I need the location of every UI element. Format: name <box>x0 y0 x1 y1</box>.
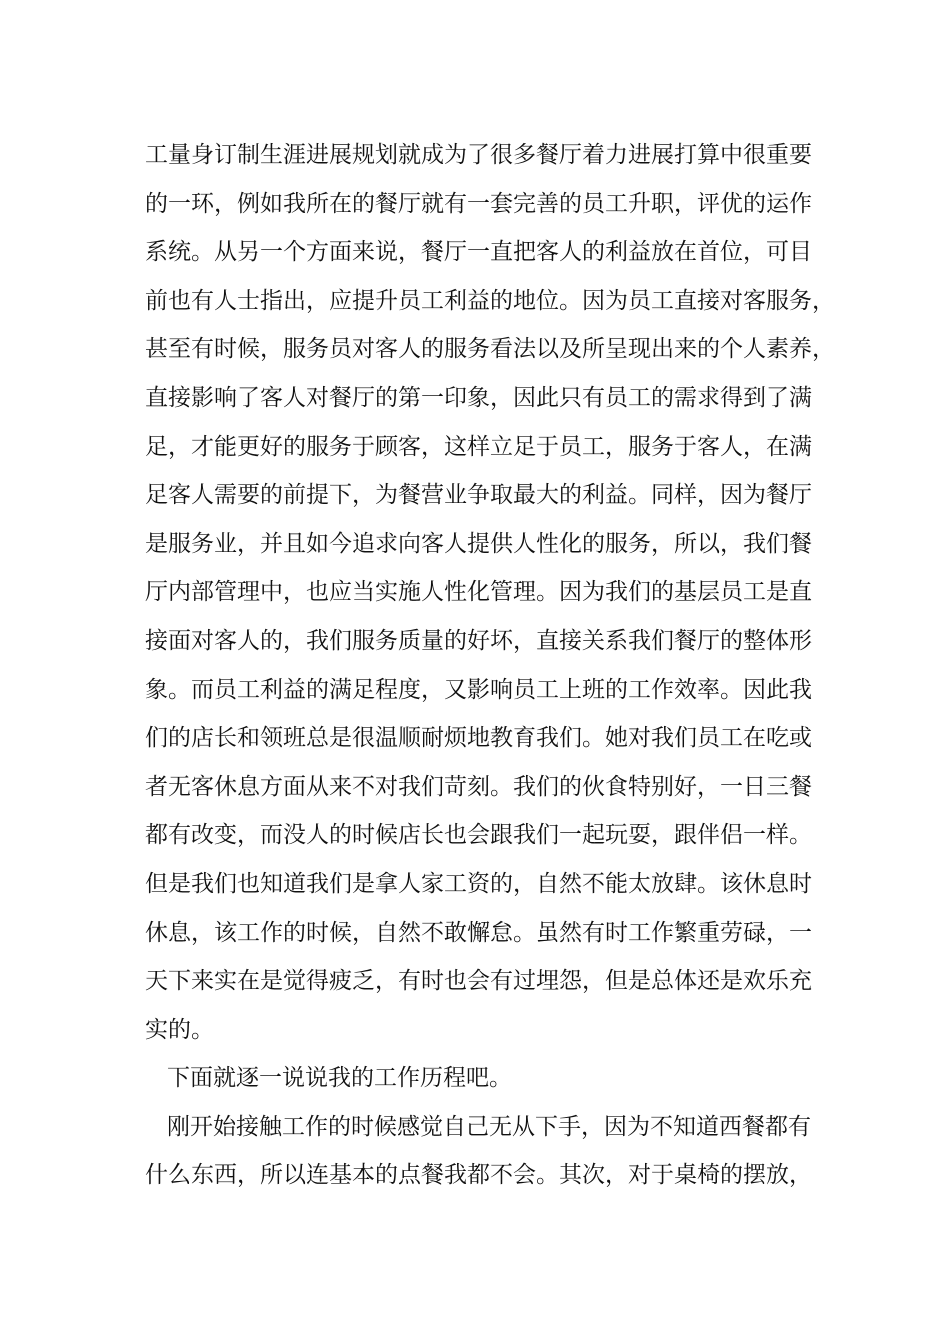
text-line: 前也有人士指出，应提升员工利益的地位。因为员工直接对客服务， <box>145 287 835 314</box>
body-text <box>145 131 835 1200</box>
text-line: 象。而员工利益的满足程度，又影响员工上班的工作效率。因此我 <box>145 676 812 703</box>
text-line: 接面对客人的，我们服务质量的好坏，直接关系我们餐厅的整体形 <box>145 627 812 654</box>
text-line: 们的店长和领班总是很温顺耐烦地教育我们。她对我们员工在吃或 <box>145 725 812 752</box>
text-line: 甚至有时候，服务员对客人的服务看法以及所呈现出来的个人素养， <box>145 336 835 363</box>
text-line: 系统。从另一个方面来说，餐厅一直把客人的利益放在首位，可目 <box>145 239 812 266</box>
text-line: 天下来实在是觉得疲乏，有时也会有过埋怨，但是总体还是欢乐充 <box>145 968 812 995</box>
text-line: 厅内部管理中，也应当实施人性化管理。因为我们的基层员工是直 <box>145 579 812 606</box>
text-line: 直接影响了客人对餐厅的第一印象，因此只有员工的需求得到了满 <box>145 384 812 411</box>
text-line: 者无客休息方面从来不对我们苛刻。我们的伙食特别好，一日三餐 <box>145 773 812 800</box>
text-line: 但是我们也知道我们是拿人家工资的，自然不能太放肆。该休息时 <box>145 870 812 897</box>
text-line: 足客人需要的前提下，为餐营业争取最大的利益。同样，因为餐厅 <box>145 482 812 509</box>
paragraph-start-line: 下面就逐一说说我的工作历程吧。 <box>167 1065 512 1092</box>
text-line: 是服务业，并且如今追求向客人提供人性化的服务，所以，我们餐 <box>145 530 812 557</box>
text-line: 足，才能更好的服务于顾客，这样立足于员工，服务于客人，在满 <box>145 433 812 460</box>
text-line: 什么东西，所以连基本的点餐我都不会。其次，对于桌椅的摆放， <box>145 1162 812 1189</box>
paragraph-start-line: 刚开始接触工作的时候感觉自己无从下手，因为不知道西餐都有 <box>167 1113 811 1140</box>
text-line: 实的。 <box>145 1016 214 1043</box>
text-line: 休息，该工作的时候，自然不敢懈怠。虽然有时工作繁重劳碌，一 <box>145 919 812 946</box>
text-line: 工量身订制生涯进展规划就成为了很多餐厅着力进展打算中很重要 <box>145 142 812 168</box>
text-line: 的一环，例如我所在的餐厅就有一套完善的员工升职，评优的运作 <box>145 190 812 217</box>
text-line: 都有改变，而没人的时候店长也会跟我们一起玩耍，跟伴侣一样。 <box>145 822 812 849</box>
